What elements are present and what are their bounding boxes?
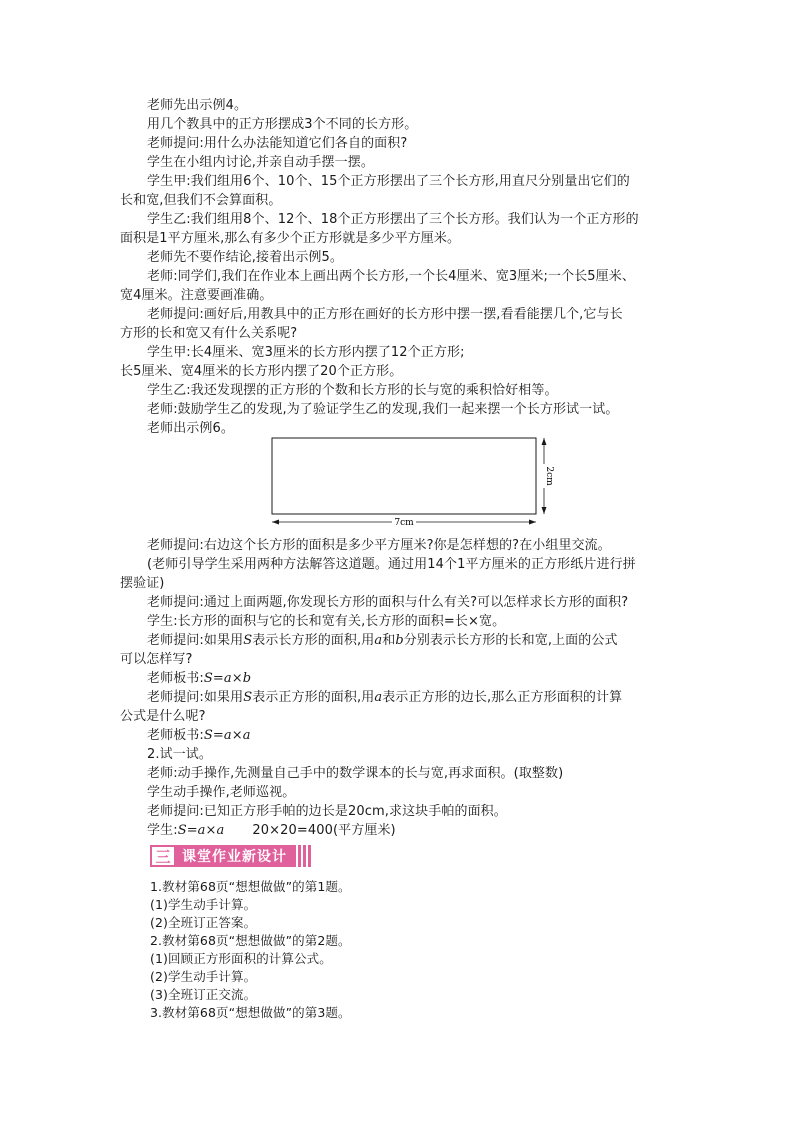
rectangle-shape (272, 438, 536, 514)
width-label: 7cm (394, 518, 414, 528)
section-title: 课堂作业新设计 (176, 845, 293, 867)
text-line: 老师提问:通过上面两题,你发现长方形的面积与什么有关?可以怎样求长方形的面积? (147, 595, 629, 610)
text-line: 学生在小组内讨论,并亲自动手摆一摆。 (147, 155, 374, 170)
text-line: 长5厘米、宽4厘米的长方形内摆了20个正方形。 (120, 364, 403, 379)
homework-item: (1)学生动手计算。 (150, 897, 257, 912)
homework-item: 2.教材第68页“想想做做”的第2题。 (150, 933, 351, 948)
homework-item: (1)回顾正方形面积的计算公式。 (150, 951, 332, 966)
text-line: 老师先出示例4。 (147, 98, 248, 113)
text-line: 方形的长和宽又有什么关系呢? (120, 326, 298, 341)
board-note-1: 老师板书:S=a×b (147, 671, 252, 686)
text-line: 老师提问:用什么办法能知道它们各自的面积? (147, 136, 408, 151)
section-header (150, 845, 311, 867)
height-arrowhead-top (542, 438, 547, 445)
text-line: 老师先不要作结论,接着出示例5。 (147, 250, 344, 265)
width-arrowhead-right (529, 520, 536, 525)
student-answer: 学生:S=a×a 20×20=400(平方厘米) (147, 823, 396, 838)
section-number: 三 (150, 845, 176, 867)
rectangle-figure (262, 434, 562, 534)
board-note-2: 老师板书:S=a×a (147, 728, 251, 743)
text-line: 面积是1平方厘米,那么有多少个正方形就是多少平方厘米。 (120, 231, 461, 246)
homework-item: (2)学生动手计算。 (150, 969, 257, 984)
text-line: 老师:动手操作,先测量自己手中的数学课本的长与宽,再求面积。(取整数) (147, 766, 564, 781)
text-line: 学生甲:长4厘米、宽3厘米的长方形内摆了12个正方形; (147, 345, 465, 360)
height-label: 2cm (544, 466, 554, 486)
text-line: 长和宽,但我们不会算面积。 (120, 193, 282, 208)
text-line: 老师:鼓励学生乙的发现,为了验证学生乙的发现,我们一起来摆一个长方形试一试。 (147, 402, 619, 417)
text-line: 老师出示例6。 (147, 421, 234, 436)
text-line: 用几个教具中的正方形摆成3个不同的长方形。 (147, 117, 418, 132)
text-line: 老师提问:右边这个长方形的面积是多少平方厘米?你是怎样想的?在小组里交流。 (147, 538, 611, 553)
text-line: 老师:同学们,我们在作业本上画出两个长方形,一个长4厘米、宽3厘米;一个长5厘米、 (147, 269, 635, 284)
text-line: 宽4厘米。注意要画准确。 (120, 288, 273, 303)
text-line: 2.试一试。 (147, 747, 213, 762)
text-line: 学生甲:我们组用6个、10个、15个正方形摆出了三个长方形,用直尺分别量出它们的 (147, 174, 630, 189)
homework-item: 3.教材第68页“想想做做”的第3题。 (150, 1005, 351, 1020)
text-line: 公式是什么呢? (120, 709, 206, 724)
rectangle-diagram (262, 434, 562, 534)
text-line: 学生:长方形的面积与它的长和宽有关,长方形的面积=长×宽。 (147, 614, 506, 629)
text-line: 学生乙:我们组用8个、12个、18个正方形摆出了三个长方形。我们认为一个正方形的 (147, 212, 639, 227)
homework-item: (2)全班订正答案。 (150, 915, 257, 930)
formula-question-1: 老师提问:如果用S表示长方形的面积,用a和b分别表示长方形的长和宽,上面的公式 (147, 633, 618, 648)
text-line: (老师引导学生采用两种方法解答这道题。通过用14个1平方厘米的正方形纸片进行拼 (147, 557, 636, 572)
text-line: 老师提问:已知正方形手帕的边长是20cm,求这块手帕的面积。 (147, 804, 507, 819)
height-arrowhead-bottom (542, 507, 547, 514)
width-arrowhead-left (272, 520, 279, 525)
text-line: 摆验证) (120, 576, 165, 591)
homework-item: 1.教材第68页“想想做做”的第1题。 (150, 879, 351, 894)
section-stripes-decoration (293, 845, 311, 867)
text-line: 学生动手操作,老师巡视。 (147, 785, 296, 800)
text-line: 可以怎样写? (120, 652, 193, 667)
text-line: 学生乙:我还发现摆的正方形的个数和长方形的长与宽的乘积恰好相等。 (147, 383, 558, 398)
text-line: 老师提问:画好后,用教具中的正方形在画好的长方形中摆一摆,看看能摆几个,它与长 (147, 307, 623, 322)
formula-question-2: 老师提问:如果用S表示正方形的面积,用a表示正方形的边长,那么正方形面积的计算 (147, 690, 623, 705)
homework-item: (3)全班订正交流。 (150, 987, 257, 1002)
